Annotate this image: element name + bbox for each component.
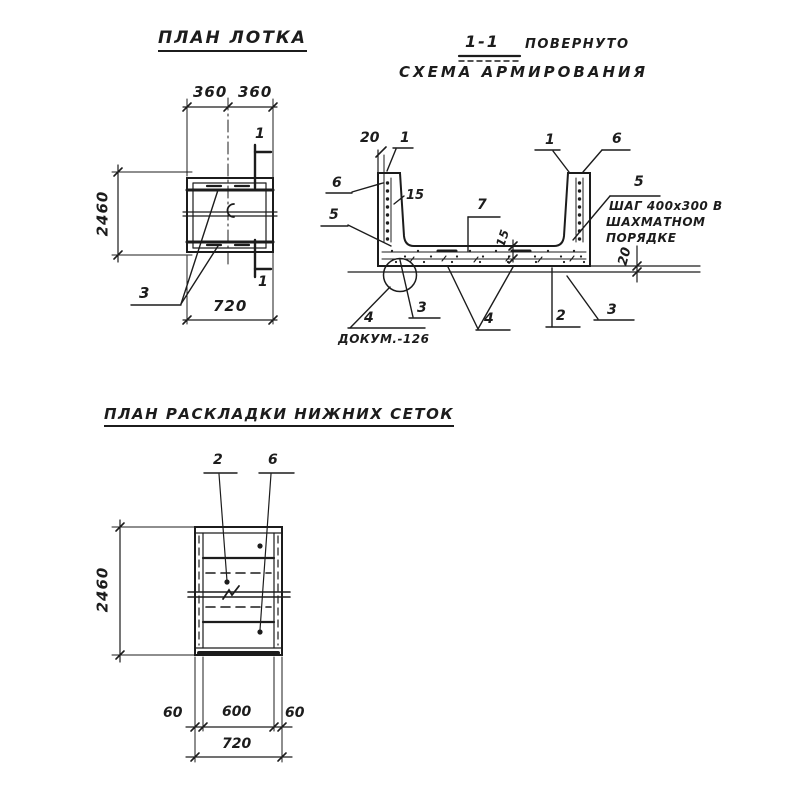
note-line-1: ШАГ 400х300 В — [609, 199, 723, 213]
plan-top-title: ПЛАН ЛОТКА — [158, 30, 307, 52]
left-wall-rebar-dots — [386, 181, 389, 240]
plan-bottom-linework — [112, 473, 294, 762]
callout-2-bottom: 2 — [213, 452, 223, 468]
callout-6-right: 6 — [612, 131, 622, 147]
callout-5-left: 5 — [329, 207, 339, 223]
callout-4-mid: 4 — [484, 311, 494, 327]
section-linework — [321, 56, 700, 330]
note-line-2: ШАХМАТНОМ — [606, 215, 706, 229]
callout-3-left: 3 — [417, 300, 427, 316]
section-mark-label-bottom: 1 — [258, 274, 268, 290]
section-title: 1-1 — [465, 32, 500, 51]
callout-7: 7 — [477, 197, 487, 213]
dim-360-left: 360 — [193, 83, 228, 101]
section-title-note: ПОВЕРНУТО — [525, 37, 630, 52]
dim-720-plan-top: 720 — [213, 297, 248, 315]
note-line-3: ПОРЯДКЕ — [606, 231, 677, 245]
dim-15-wall: 15 — [406, 188, 425, 203]
callout-6-bottom: 6 — [268, 452, 278, 468]
callout-2: 2 — [556, 308, 566, 324]
callout-1-left: 1 — [400, 130, 410, 146]
dim-60-right: 60 — [285, 705, 305, 721]
callout-6-left: 6 — [332, 175, 342, 191]
callout-5-right: 5 — [634, 174, 644, 190]
section-mark-label-top: 1 — [255, 126, 265, 142]
dim-20-top: 20 — [360, 130, 380, 146]
plan-bottom-title: ПЛАН РАСКЛАДКИ НИЖНИХ СЕТОК — [104, 407, 454, 427]
detail-circle — [384, 259, 417, 292]
dim-720-plan-bottom: 720 — [222, 736, 252, 752]
callout-4-left: 4 — [364, 310, 374, 326]
callout-1-right: 1 — [545, 132, 555, 148]
dim-2460-plan-bottom: 2460 — [93, 566, 112, 613]
doc-ref: ДОКУМ.-126 — [338, 332, 430, 346]
plan-top-linework — [112, 98, 277, 324]
dim-600: 600 — [222, 704, 252, 720]
dim-60-left: 60 — [163, 705, 183, 721]
section-subtitle: СХЕМА АРМИРОВАНИЯ — [399, 63, 649, 81]
dim-20-right: 20 — [615, 245, 635, 268]
dim-360-right: 360 — [238, 83, 273, 101]
callout-3-plan-top: 3 — [139, 284, 151, 302]
dim-15-slab: 15 — [493, 227, 513, 249]
dim-2460-plan-top: 2460 — [93, 190, 112, 237]
callout-3-right: 3 — [607, 302, 617, 318]
